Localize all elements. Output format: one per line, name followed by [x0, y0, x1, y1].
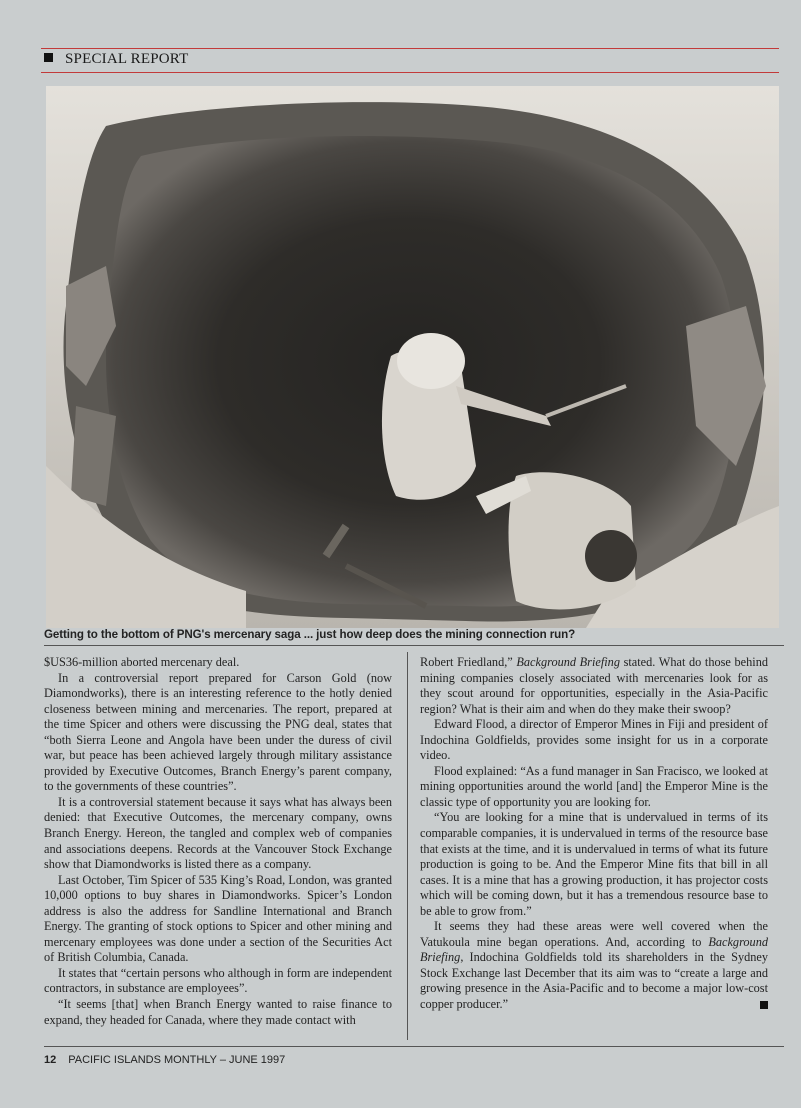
publication-title: Background Briefing [420, 934, 768, 965]
publication-title: Background Briefing [516, 655, 620, 669]
publication-issue: PACIFIC ISLANDS MONTHLY – JUNE 1997 [68, 1054, 286, 1066]
paragraph: $US36-million aborted mercenary deal. [44, 655, 240, 669]
paragraph: Edward Flood, a director of Emperor Mines in Fiji and president of Indochina Goldfields, provides some insight for us in a corporate video. [420, 717, 768, 763]
paragraph: It is a controversial statement because it says what has always been denied: that Executive Outcomes, the mercenary company, owns Branch Energy. Hereon, the tangled and complex web of companies and associations deepens. Records at the Vancouver Stock Exchange show that Diamondworks is listed there as a company. [44, 794, 392, 872]
paragraph: Flood explained: “As a fund manager in San Fracisco, we looked at mining opportunities around the world [and] the Emperor Mine is the classic type of opportunity you are looking for. [420, 763, 768, 809]
article-column-right [420, 655, 768, 1013]
paragraph: “It seems [that] when Branch Energy wanted to raise finance to expand, they headed for Canada, where they made contact with [44, 997, 392, 1027]
page-number: 12 [44, 1054, 57, 1066]
paragraph: It states that “certain persons who although in form are independent contractors, in substance are employees”. [44, 965, 392, 996]
article-column-left [44, 655, 392, 1028]
paragraph: “You are looking for a mine that is undervalued in terms of its comparable companies, it is undervalued in terms of the resource base that exists at the time, and it is undervalued in terms of what its future production is going to be. And the Emperor Mine fits that bill in all cases. It is a mine that has a growing production, it has projector costs which will be coming down, but it has a tremendous resource base to be able to grow from.” [420, 810, 768, 918]
paragraph: Last October, Tim Spicer of 535 King’s Road, London, was granted 10,000 options to buy shares in Diamondworks. Spicer’s London address is also the address for Sandline International and Branch Energy. The granting of stock options to Spicer and other mining and mercenary employees was done under a section of the Securities Act of British Columbia, Canada. [44, 872, 392, 965]
mine-shaft-photo [46, 86, 779, 628]
page-footer [44, 1054, 285, 1066]
paragraph: Robert Friedland,” Background Briefing stated. What do those behind mining companies closely associated with mercenaries look for as they scout around for opportunities, especially in the Asia-Pacific region? What is their aim and when do they make their swoop? [420, 655, 768, 716]
top-rule [41, 48, 779, 49]
column-divider [407, 652, 408, 1040]
photo-caption: Getting to the bottom of PNG's mercenary saga ... just how deep does the mining connection run? [44, 628, 576, 641]
section-header [44, 51, 188, 68]
caption-rule [44, 645, 784, 646]
paragraph: It seems they had these areas were well covered when the Vatukoula mine began operations. And, according to Background Briefing, Indochina Goldfields told its shareholders in the Sydney Stock Exchange last December that its aim was to “create a large and growing presence in the Asia-Pacific and to become a major low-cost copper producer.” [420, 919, 768, 1012]
end-mark-icon [760, 1001, 768, 1009]
section-title: SPECIAL REPORT [65, 51, 189, 67]
square-bullet-icon [44, 53, 53, 62]
footer-rule [44, 1046, 784, 1047]
header-rule [41, 72, 779, 73]
paragraph: In a controversial report prepared for Carson Gold (now Diamondworks), there is an interesting reference to the hotly denied closeness between mining and mercenaries. The report, prepared at the time Spicer and others were discussing the PNG deal, states that “both Sierra Leone and Angola have been under the duress of civil war, but peace has been achieved largely through military assistance provided by Executive Outcomes, Branch Energy’s parent company, to the governments of these countries”. [44, 670, 392, 794]
